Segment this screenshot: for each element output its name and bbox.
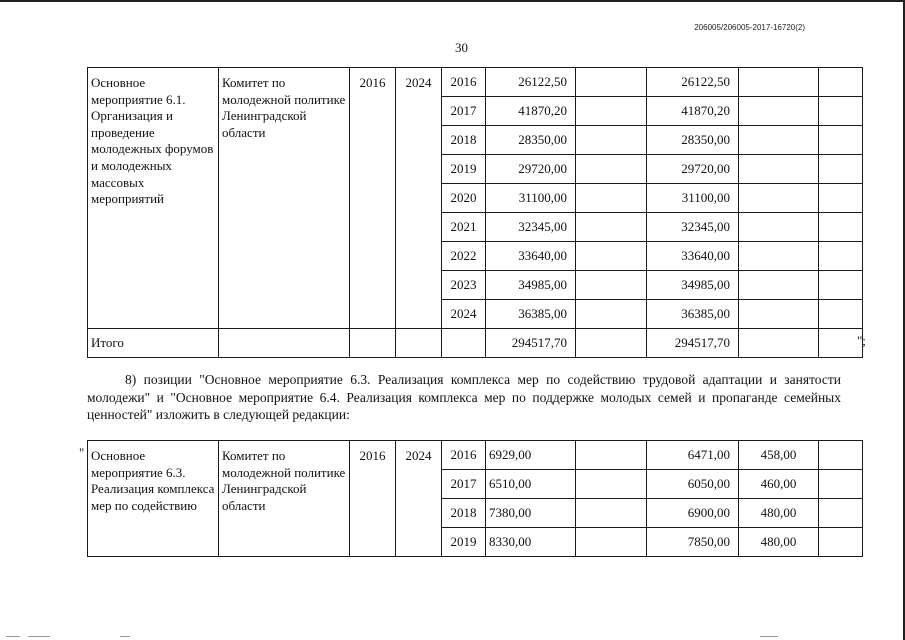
start-year-cell: 2016 <box>350 441 396 557</box>
local-cell <box>739 126 819 155</box>
local-cell <box>739 68 819 97</box>
regional-cell: 26122,50 <box>647 68 739 97</box>
other-cell <box>819 300 863 329</box>
scan-mark <box>28 636 50 637</box>
federal-cell <box>576 470 647 499</box>
opening-quote-mark: " <box>79 445 85 460</box>
local-cell <box>739 271 819 300</box>
scan-mark <box>120 636 130 637</box>
regional-cell: 32345,00 <box>647 213 739 242</box>
federal-cell <box>576 300 647 329</box>
other-cell <box>819 126 863 155</box>
total-cell: 33640,00 <box>486 242 576 271</box>
scan-bottom-artifacts <box>0 633 905 640</box>
total-label-cell: Итого <box>88 329 219 358</box>
total-cell: 32345,00 <box>486 213 576 242</box>
start-year-cell: 2016 <box>350 68 396 329</box>
local-cell <box>739 242 819 271</box>
local-cell <box>739 97 819 126</box>
federal-cell <box>576 155 647 184</box>
regional-cell: 34985,00 <box>647 271 739 300</box>
total-cell: 6929,00 <box>486 441 576 470</box>
federal-cell <box>576 242 647 271</box>
other-cell <box>819 68 863 97</box>
scan-mark <box>760 636 778 637</box>
total-cell: 41870,20 <box>486 97 576 126</box>
year-cell: 2019 <box>442 155 486 184</box>
local-cell <box>739 213 819 242</box>
regional-cell: 31100,00 <box>647 184 739 213</box>
regional-cell: 41870,20 <box>647 97 739 126</box>
total-cell: 8330,00 <box>486 528 576 557</box>
regional-cell: 28350,00 <box>647 126 739 155</box>
end-year-cell: 2024 <box>396 68 442 329</box>
funding-table-6-1 <box>87 67 863 358</box>
federal-cell <box>576 441 647 470</box>
federal-cell <box>576 528 647 557</box>
year-cell: 2017 <box>442 470 486 499</box>
regional-cell: 7850,00 <box>647 528 739 557</box>
total-cell: 7380,00 <box>486 499 576 528</box>
scan-top-edge <box>0 0 905 2</box>
year-cell: 2018 <box>442 499 486 528</box>
federal-cell <box>576 184 647 213</box>
document-id: 206005/206005-2017-16720(2) <box>694 23 805 32</box>
other-cell <box>819 441 863 470</box>
activity-cell: Основное мероприятие 6.3. Реализация комплекса мер по содействию <box>88 441 219 557</box>
end-year-cell: 2024 <box>396 441 442 557</box>
total-cell: 6510,00 <box>486 470 576 499</box>
other-cell <box>819 97 863 126</box>
federal-cell <box>576 68 647 97</box>
federal-cell <box>576 97 647 126</box>
closing-quote-mark: "; <box>857 333 866 348</box>
year-cell: 2021 <box>442 213 486 242</box>
regional-cell: 6471,00 <box>647 441 739 470</box>
other-cell <box>819 213 863 242</box>
local-cell: 460,00 <box>739 470 819 499</box>
year-cell: 2024 <box>442 300 486 329</box>
regional-cell: 33640,00 <box>647 242 739 271</box>
funding-table-6-3 <box>87 440 863 557</box>
grand-total-cell: 294517,70 <box>486 329 576 358</box>
year-cell: 2022 <box>442 242 486 271</box>
executor-cell: Комитет по молодежной политике Ленинградской области <box>219 441 350 557</box>
empty-cell <box>219 329 350 358</box>
other-cell <box>819 271 863 300</box>
page-number: 30 <box>455 40 468 55</box>
other-cell <box>819 470 863 499</box>
table-row <box>88 68 863 97</box>
total-cell: 34985,00 <box>486 271 576 300</box>
local-cell <box>739 155 819 184</box>
year-cell: 2023 <box>442 271 486 300</box>
executor-cell: Комитет по молодежной политике Ленинградской области <box>219 68 350 329</box>
total-cell: 36385,00 <box>486 300 576 329</box>
total-row <box>88 329 863 358</box>
local-cell <box>739 300 819 329</box>
local-cell: 458,00 <box>739 441 819 470</box>
year-cell: 2019 <box>442 528 486 557</box>
local-cell: 480,00 <box>739 528 819 557</box>
regional-total-cell: 294517,70 <box>647 329 739 358</box>
year-cell: 2016 <box>442 441 486 470</box>
year-cell: 2016 <box>442 68 486 97</box>
local-cell: 480,00 <box>739 499 819 528</box>
regional-cell: 6900,00 <box>647 499 739 528</box>
total-cell: 28350,00 <box>486 126 576 155</box>
empty-cell <box>396 329 442 358</box>
total-cell: 31100,00 <box>486 184 576 213</box>
year-cell: 2017 <box>442 97 486 126</box>
regional-cell: 6050,00 <box>647 470 739 499</box>
other-cell <box>819 499 863 528</box>
table1-body <box>88 68 863 358</box>
activity-cell: Основное мероприятие 6.1. Организация и проведение молодежных форумов и молодежных массовых мероприятий <box>88 68 219 329</box>
total-cell: 26122,50 <box>486 68 576 97</box>
regional-cell: 36385,00 <box>647 300 739 329</box>
federal-cell <box>576 271 647 300</box>
amendment-paragraph: 8) позиции "Основное мероприятие 6.3. Реализация комплекса мер по содействию трудовой адаптации и занятости молодежи" и "Основное мероприятие 6.4. Реализация комплекса мер по поддержке молодых семей и пропаганде семейных ценностей" изложить в следующей редакции: <box>87 372 841 422</box>
other-cell <box>819 184 863 213</box>
other-cell <box>819 155 863 184</box>
other-cell <box>819 242 863 271</box>
federal-cell <box>576 126 647 155</box>
regional-cell: 29720,00 <box>647 155 739 184</box>
scan-mark <box>6 636 20 637</box>
year-cell: 2020 <box>442 184 486 213</box>
federal-cell <box>576 213 647 242</box>
local-cell <box>739 184 819 213</box>
empty-cell <box>350 329 396 358</box>
empty-cell <box>819 329 863 358</box>
other-cell <box>819 528 863 557</box>
empty-cell <box>576 329 647 358</box>
federal-cell <box>576 499 647 528</box>
year-cell: 2018 <box>442 126 486 155</box>
total-cell: 29720,00 <box>486 155 576 184</box>
table2-body <box>88 441 863 557</box>
table-row <box>88 441 863 470</box>
empty-cell <box>442 329 486 358</box>
empty-cell <box>739 329 819 358</box>
